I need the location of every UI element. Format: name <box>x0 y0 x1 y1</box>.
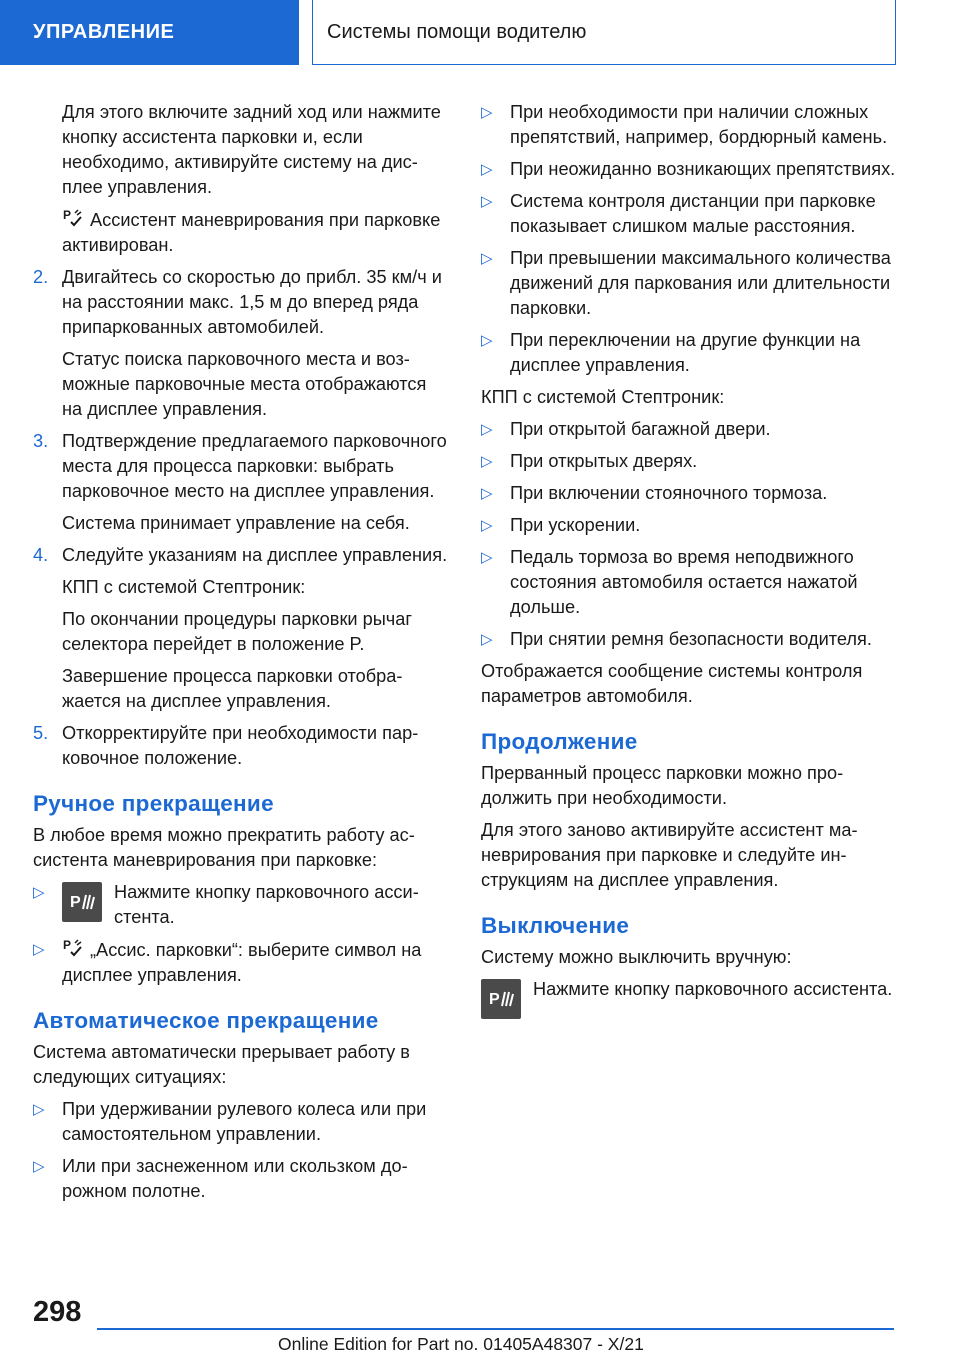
triangle-right-icon: ▷ <box>33 1158 45 1175</box>
step-text: КПП с системой Стептроник: <box>62 577 306 597</box>
list-item <box>481 513 899 538</box>
header-section-tab: УПРАВЛЕНИЕ <box>0 0 299 65</box>
step-text: По окончании процедуры парковки рычаг селектора перейдет в положение P. <box>62 609 413 654</box>
list-item-text: Или при заснеженном или скользком дорожном полотне. <box>62 1156 408 1201</box>
list-item-text: При включении стояночного тормоза. <box>510 483 828 503</box>
list-item <box>481 481 899 506</box>
message-text: Отображается сообщение системы контроля параметров автомобиля. <box>481 661 863 706</box>
triangle-right-icon: ▷ <box>481 104 493 121</box>
list-item <box>33 937 449 988</box>
step-text: Завершение процесса парковки отображается на дисплее управления. <box>62 666 403 711</box>
triangle-right-icon: ▷ <box>481 453 493 470</box>
parking-assistant-button-icon <box>62 882 102 922</box>
triangle-right-icon: ▷ <box>33 1101 45 1118</box>
switch-off-heading: Выключение <box>481 913 630 938</box>
switch-off-text: Систему можно выключить вручную: <box>481 947 792 967</box>
left-column <box>33 100 449 1211</box>
list-item <box>481 328 899 378</box>
list-item <box>481 417 899 442</box>
step-number: 4. <box>33 545 49 565</box>
intro-paragraph: Для этого включите задний ход или нажмите кнопку ассистента парковки и, если необходимо, активируйте систему на дисплее управления. <box>62 102 441 197</box>
triangle-right-icon: ▷ <box>481 421 493 438</box>
triangle-right-icon: ▷ <box>481 517 493 534</box>
list-item-text: Система контроля дистанции при парковке показывает слишком малые расстояния. <box>510 191 876 236</box>
list-item-text: Педаль тормоза во время неподвижного состояния автомобиля остается нажатой дольше. <box>510 547 858 617</box>
status-text: Ассистент маневрирования при парковке активирован. <box>62 210 441 255</box>
list-item-text: При необходимости при наличии сложных препятствий, например, бордюрный камень. <box>510 102 888 147</box>
manual-stop-text: В любое время можно прекратить работу ассистента маневрирования при парковке: <box>33 825 415 870</box>
step-2 <box>33 265 449 422</box>
triangle-right-icon: ▷ <box>481 250 493 267</box>
continue-heading: Продолжение <box>481 729 638 754</box>
step-4 <box>33 543 449 714</box>
list-item <box>481 545 899 620</box>
footer-divider <box>97 1328 894 1330</box>
step-text: Следуйте указаниям на дисплее управления. <box>62 545 448 565</box>
list-item-text: При неожиданно возникающих препятствиях. <box>510 159 896 179</box>
list-item <box>33 880 449 930</box>
footer-edition: Online Edition for Part no. 01405A48307 - X/21 <box>278 1334 644 1354</box>
step-3 <box>33 429 449 536</box>
continue-text: Прерванный процесс парковки можно продолжить при необходимости. <box>481 763 844 808</box>
triangle-right-icon: ▷ <box>481 193 493 210</box>
parking-assistant-symbol-icon <box>62 937 84 959</box>
switch-off-instruction <box>481 977 899 1019</box>
svg-text:P: P <box>70 894 81 911</box>
list-item-text: „Ассис. парковки“: выберите символ на дисплее управления. <box>62 940 422 985</box>
step-number: 3. <box>33 431 49 451</box>
manual-stop-heading: Ручное прекращение <box>33 791 274 816</box>
status-paragraph <box>33 207 449 258</box>
right-column <box>481 100 899 1019</box>
continue-text: Для этого заново активируйте ассистент маневрирования при парковке и следуйте инструкциям на дисплее управления. <box>481 820 858 890</box>
svg-text:P: P <box>489 991 500 1008</box>
page-number: 298 <box>33 1296 82 1328</box>
step-text: Двигайтесь со скоростью до прибл. 35 км/ч и на расстоянии макс. 1,5 м до вперед ряда припаркованных автомобилей. <box>62 267 442 337</box>
parking-assistant-button-icon <box>481 979 521 1019</box>
list-item-text: Нажмите кнопку парковочного ассистента. <box>114 882 419 927</box>
triangle-right-icon: ▷ <box>481 332 493 349</box>
list-item <box>481 449 899 474</box>
list-item <box>33 1097 449 1147</box>
list-item <box>481 189 899 239</box>
list-item <box>481 627 899 652</box>
parking-assistant-symbol-icon <box>62 207 84 229</box>
step-number: 5. <box>33 723 49 743</box>
list-item-text: При превышении максимального количества движений для паркования или длительности парковки. <box>510 248 891 318</box>
list-item <box>481 157 899 182</box>
list-item <box>481 100 899 150</box>
list-item-text: При удерживании рулевого колеса или при самостоятельном управлении. <box>62 1099 427 1144</box>
triangle-right-icon: ▷ <box>481 485 493 502</box>
triangle-right-icon: ▷ <box>481 549 493 566</box>
step-text: Подтверждение предлагаемого парковочного места для процесса парковки: выбрать парковочное место на дисплее управления. <box>62 431 447 501</box>
list-item-text: При ускорении. <box>510 515 641 535</box>
switch-off-instruction-text: Нажмите кнопку парковочного ассистента. <box>533 979 893 999</box>
header-chapter-title: Системы помощи водителю <box>312 0 896 65</box>
step-5 <box>33 721 449 771</box>
step-number: 2. <box>33 267 49 287</box>
list-item-text: При открытой багажной двери. <box>510 419 771 439</box>
list-item-text: При открытых дверях. <box>510 451 698 471</box>
auto-stop-text: Система автоматически прерывает работу в следующих ситуациях: <box>33 1042 410 1087</box>
list-item <box>33 1154 449 1204</box>
triangle-right-icon: ▷ <box>33 884 45 901</box>
triangle-right-icon: ▷ <box>481 161 493 178</box>
auto-stop-heading: Автоматическое прекращение <box>33 1008 379 1033</box>
steptronic-label: КПП с системой Стептроник: <box>481 387 725 407</box>
list-item-text: При снятии ремня безопасности водителя. <box>510 629 872 649</box>
svg-text:P: P <box>63 938 72 952</box>
step-text: Статус поиска парковочного места и возможные парковочные места отображаются на дисплее управления. <box>62 349 427 419</box>
list-item-text: При переключении на другие функции на дисплее управления. <box>510 330 861 375</box>
step-text: Откорректируйте при необходимости парковочное положение. <box>62 723 419 768</box>
list-item <box>481 246 899 321</box>
step-text: Система принимает управление на себя. <box>62 513 410 533</box>
triangle-right-icon: ▷ <box>33 941 45 958</box>
svg-text:P: P <box>63 208 72 222</box>
triangle-right-icon: ▷ <box>481 631 493 648</box>
